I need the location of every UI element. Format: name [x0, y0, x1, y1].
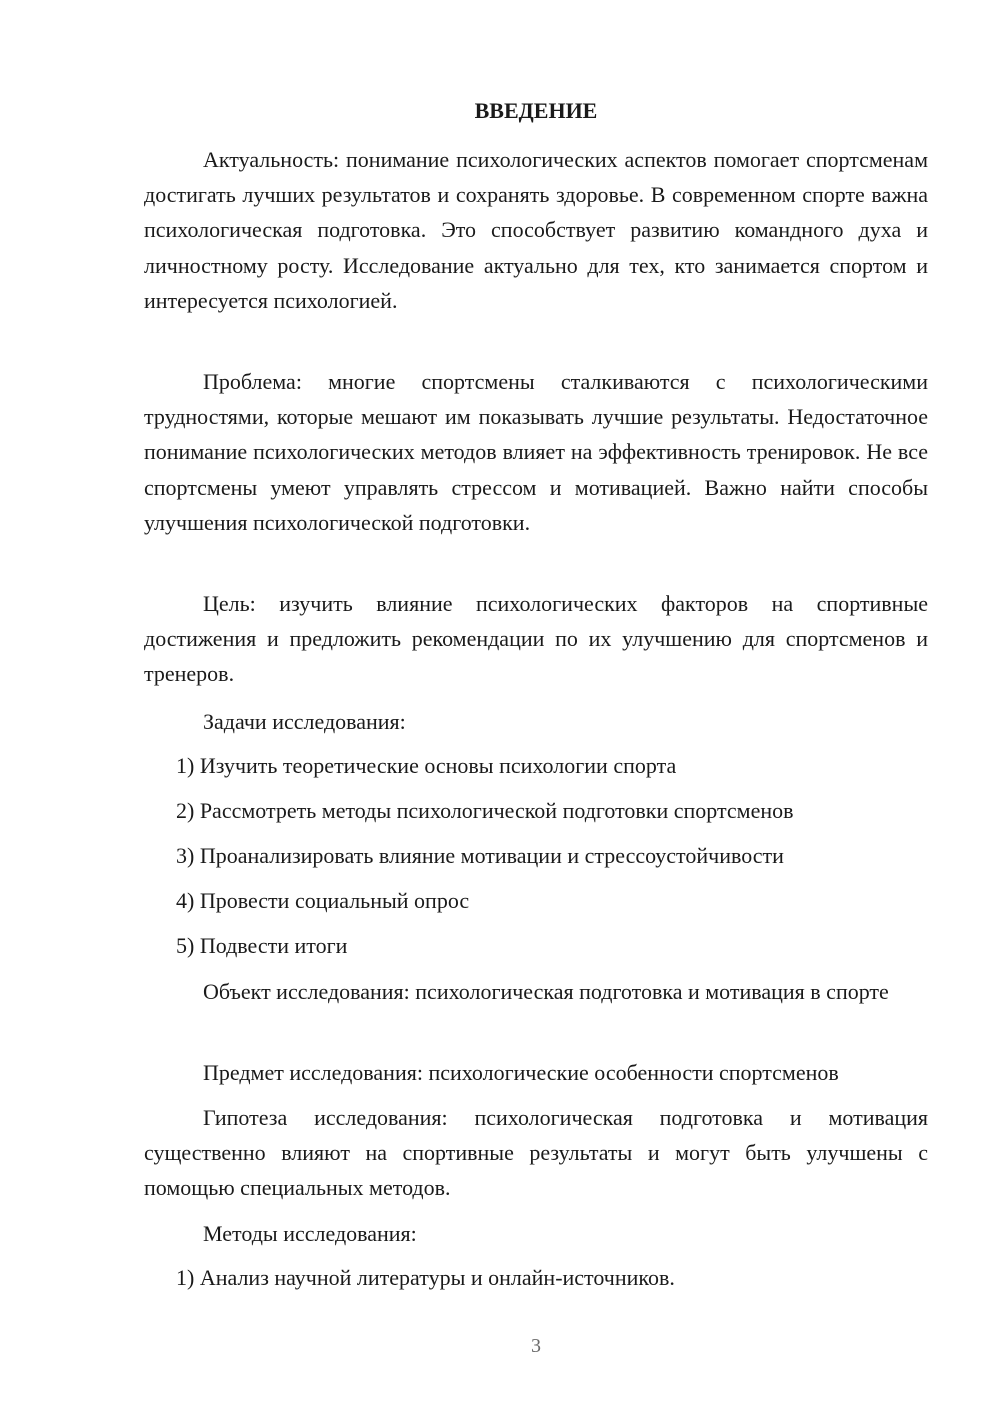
relevance-paragraph: Актуальность: понимание психологических аспектов помогает спортсменам достигать лучших результатов и сохранять здоровье. В современном спорте важна психологическая подготовка. Это способствует развитию командного духа и личностному росту. Исследование актуально для тех, кто занимается спортом и интересуется психологией.	[144, 147, 928, 313]
object-paragraph: Объект исследования: психологическая подготовка и мотивация в спорте	[203, 979, 889, 1004]
tasks-heading: Задачи исследования:	[203, 709, 406, 734]
methods-heading: Методы исследования:	[203, 1221, 417, 1246]
hypothesis-paragraph: Гипотеза исследования: психологическая подготовка и мотивация существенно влияют на спортивные результаты и могут быть улучшены с помощью специальных методов.	[144, 1105, 928, 1201]
list-item: 1) Изучить теоретические основы психологии спорта	[176, 753, 677, 778]
goal-paragraph: Цель: изучить влияние психологических факторов на спортивные достижения и предложить рекомендации по их улучшению для спортсменов и тренеров.	[144, 591, 928, 687]
page-title: ВВЕДЕНИЕ	[474, 98, 598, 123]
page-number: 3	[531, 1335, 541, 1357]
subject-paragraph: Предмет исследования: психологические особенности спортсменов	[203, 1060, 839, 1085]
list-item: 1) Анализ научной литературы и онлайн-источников.	[176, 1265, 675, 1290]
list-item: 3) Проанализировать влияние мотивации и стрессоустойчивости	[176, 843, 784, 868]
list-item: 4) Провести социальный опрос	[176, 888, 470, 913]
list-item: 5) Подвести итоги	[176, 933, 348, 958]
list-item: 2) Рассмотреть методы психологической подготовки спортсменов	[176, 798, 794, 823]
problem-paragraph: Проблема: многие спортсмены сталкиваются с психологическими трудностями, которые мешают им показывать лучшие результаты. Недостаточное понимание психологических методов влияет на эффективность тренировок. Не все спортсмены умеют управлять стрессом и мотивацией. Важно найти способы улучшения психологической подготовки.	[144, 369, 928, 535]
